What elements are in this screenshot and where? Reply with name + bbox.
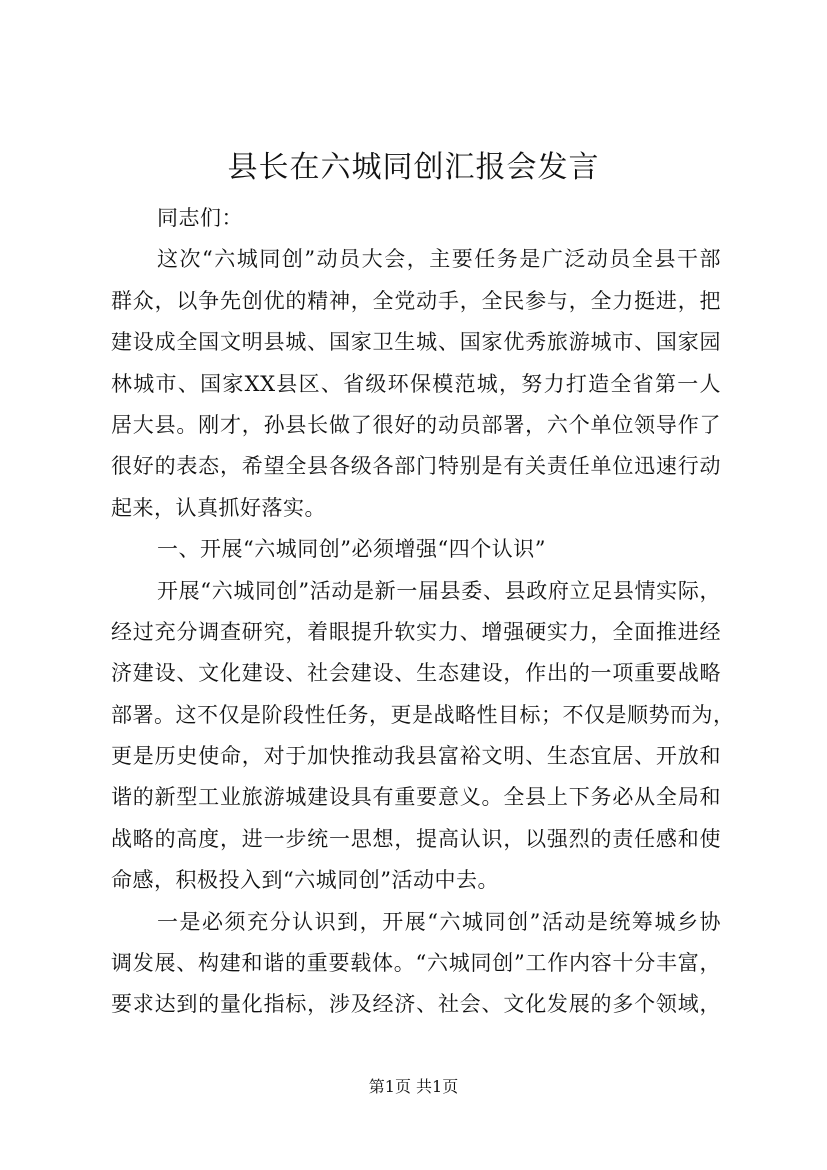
- text-line: 调发展、构建和谐的重要载体。“六城同创”工作内容十分丰富，: [111, 951, 721, 976]
- document-body: [111, 198, 735, 1026]
- text-line: 林城市、国家XX县区、省级环保模范城，努力打造全省第一人: [111, 371, 721, 396]
- document-title: 县长在六城同创汇报会发言: [227, 150, 600, 185]
- text-line: 居大县。刚才，孙县长做了很好的动员部署，六个单位领导作了: [111, 412, 721, 437]
- text-line: 经过充分调查研究，着眼提升软实力、增强硬实力，全面推进经: [111, 619, 721, 644]
- text-line: 部署。这不仅是阶段性任务，更是战略性目标；不仅是顺势而为，: [111, 702, 735, 727]
- text-line: 建设成全国文明县城、国家卫生城、国家优秀旅游城市、国家园: [111, 330, 721, 355]
- text-line: 谐的新型工业旅游城建设具有重要意义。全县上下务必从全局和: [111, 785, 721, 810]
- text-line: 开展“六城同创”活动是新一届县委、县政府立足县情实际，: [157, 578, 721, 603]
- text-line: 战略的高度，进一步统一思想，提高认识，以强烈的责任感和使: [111, 826, 721, 851]
- text-line: 命感，积极投入到“六城同创”活动中去。: [111, 868, 499, 893]
- text-line: 群众，以争先创优的精神，全党动手，全民参与，全力挺进，把: [111, 288, 721, 313]
- text-line: 要求达到的量化指标，涉及经济、社会、文化发展的多个领域，: [111, 992, 721, 1017]
- text-line: 一是必须充分认识到，开展“六城同创”活动是统筹城乡协: [157, 909, 721, 934]
- text-line: 起来，认真抓好落实。: [111, 495, 326, 520]
- text-line: 很好的表态，希望全县各级各部门特别是有关责任单位迅速行动: [111, 454, 721, 479]
- text-line: 济建设、文化建设、社会建设、生态建设，作出的一项重要战略: [111, 661, 721, 686]
- text-line: 更是历史使命，对于加快推动我县富裕文明、生态宜居、开放和: [111, 744, 721, 769]
- text-line: 这次“六城同创”动员大会，主要任务是广泛动员全县干部: [157, 247, 721, 272]
- text-line: 同志们：: [157, 206, 243, 230]
- text-line: 一、开展“六城同创”必须增强“四个认识”: [157, 537, 546, 562]
- page-footer: 第1页 共1页: [368, 1077, 459, 1096]
